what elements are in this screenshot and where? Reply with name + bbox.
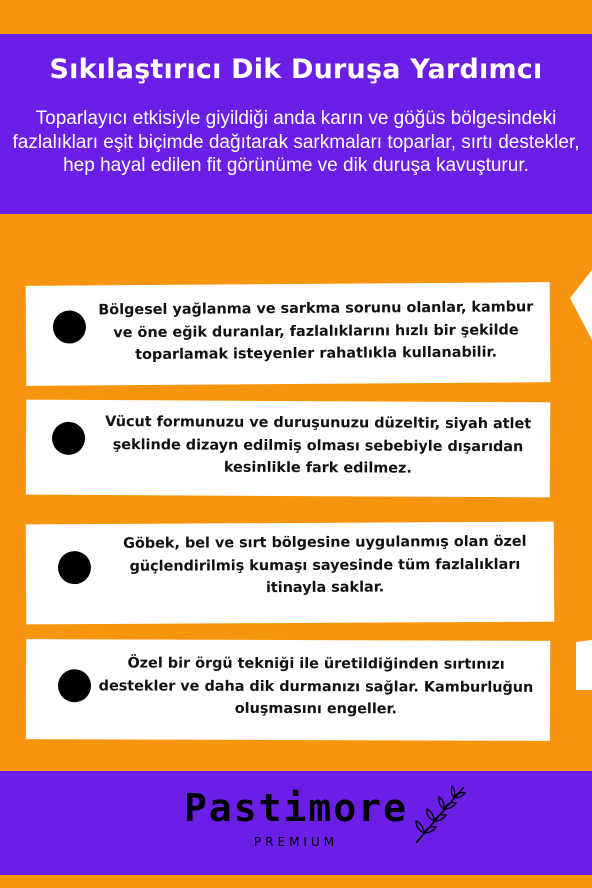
bullet-dot-icon [58,669,91,702]
feature-text-2: Vücut formunuzu ve duruşunuzu düzeltir, siyah atlet şeklinde dizayn edilmiş olması sebebiyle dışarıdan kesinlikle fark edilmez. [105,414,532,477]
header-banner [0,34,592,214]
brand-subtitle: PREMIUM [253,835,339,849]
page-description: Toparlayıcı etkisiyle giyildiği anda karın ve göğüs bölgesindeki fazlalıkları eşit biçimde dağıtarak sarkmaları toparlar, sırtı destekler, hep hayal edilen fit görünüme ve dik duruşa kavuşturur. [12,108,580,176]
arrow-shape-icon [560,270,592,700]
footer-banner [0,771,592,875]
feature-text-3: Göbek, bel ve sırt bölgesine uygulanmış olan özel güçlendirilmiş kumaşı sayesinde tüm fazlalıkları itinayla saklar. [123,533,527,597]
brand-logo-text: Pastimore [184,786,408,830]
bullet-dot-icon [52,422,85,455]
bullet-dot-icon [53,310,86,343]
feature-card-2 [26,400,550,498]
page-title: Sıkılaştırıcı Dik Duruşa Yardımcı [49,54,543,85]
feature-card-1 [26,282,551,386]
feature-text-4: Özel bir örgü tekniği ile üretildiğinden sırtınızı destekler ve daha dik durmanızı sağlar. Kamburluğun oluşmasını engeller. [98,655,534,718]
feature-card-4 [26,639,550,741]
bullet-dot-icon [58,551,91,584]
feature-card-3 [26,522,555,625]
feature-text-1: Bölgesel yağlanma ve sarkma sorunu olanlar, kambur ve öne eğik duranlar, fazlalıklarını hızlı bir şekilde toparlamak isteyenler rahatlıkla kullanabilir. [98,299,534,364]
